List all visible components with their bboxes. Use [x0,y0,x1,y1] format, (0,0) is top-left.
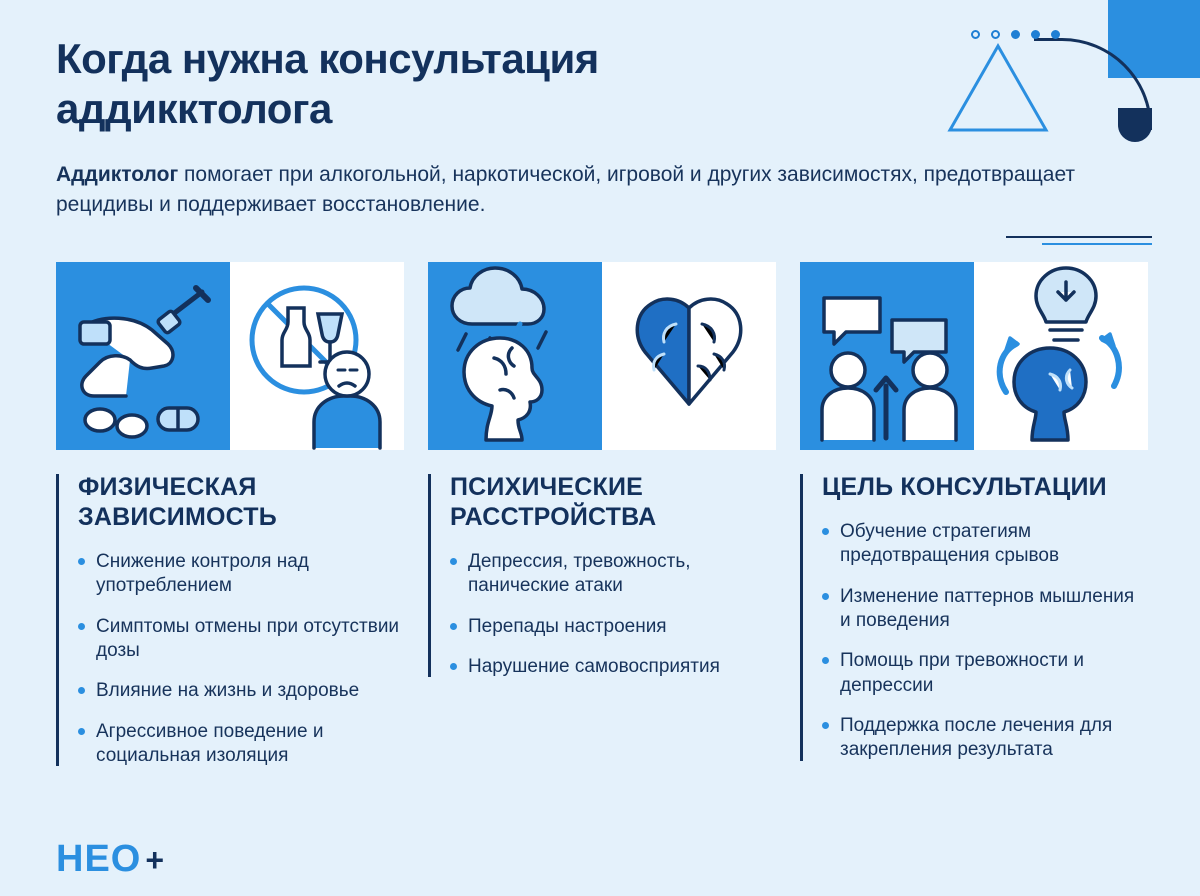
subtitle-keyword: Аддиктолог [56,163,179,186]
two-people-dialog-icon [800,262,974,450]
dots-row-decor [971,30,1060,39]
column-images [56,262,404,450]
list-item: Поддержка после лечения для закрепления результата [822,714,1148,763]
column-points [78,550,404,768]
heart-brain-icon [602,262,776,450]
page-title: Когда нужна консультация аддикктолога [56,35,599,132]
list-item: Снижение контроля над употреблением [78,550,404,599]
dot-icon [1011,30,1020,39]
column-images [428,262,776,450]
list-item: Нарушение самовосприятия [450,655,776,679]
logo-plus: + [145,842,165,878]
columns-container [56,262,1156,784]
brain-lightbulb-arrows-icon [974,262,1148,450]
column-mental-disorders [428,262,776,784]
column-heading: ФИЗИЧЕСКАЯ ЗАВИСИМОСТЬ [78,473,277,531]
column-body [428,472,776,679]
column-body [56,472,404,768]
column-images [800,262,1148,450]
list-item: Симптомы отмены при отсутствии дозы [78,615,404,664]
list-item: Перепады настроения [450,615,776,639]
half-circle-decor [1118,108,1152,142]
dot-icon [971,30,980,39]
arm-injection-pills-icon [56,262,230,450]
no-alcohol-sad-person-icon [230,262,404,450]
list-item: Депрессия, тревожность, панические атаки [450,550,776,599]
dot-icon [991,30,1000,39]
storm-cloud-brain-icon [428,262,602,450]
column-body [800,472,1148,763]
list-item: Изменение паттернов мышления и поведения [822,585,1148,634]
subtitle-text: помогает при алкогольной, наркотической, игровой и других зависимостях, предотвращает рецидивы и поддерживает восстановление. [56,163,1076,217]
column-points [450,550,776,679]
list-item: Влияние на жизнь и здоровье [78,679,404,703]
list-item: Агрессивное поведение и социальная изоляция [78,720,404,769]
list-item: Помощь при тревожности и депрессии [822,649,1148,698]
column-heading: ЦЕЛЬ КОНСУЛЬТАЦИИ [822,473,1107,501]
column-points [822,520,1148,763]
column-physical-dependence [56,262,404,784]
column-heading: ПСИХИЧЕСКИЕ РАССТРОЙСТВА [450,473,657,531]
page-subtitle [56,160,1096,221]
logo-text: НЕО [56,838,142,880]
dot-icon [1031,30,1040,39]
divider-line-dark [1006,236,1152,238]
triangle-outline-icon [946,42,1050,134]
column-consultation-goal [800,262,1148,784]
divider-line-blue [1042,243,1152,245]
list-item: Обучение стратегиям предотвращения срывов [822,520,1148,569]
logo [56,840,164,878]
dot-icon [1051,30,1060,39]
